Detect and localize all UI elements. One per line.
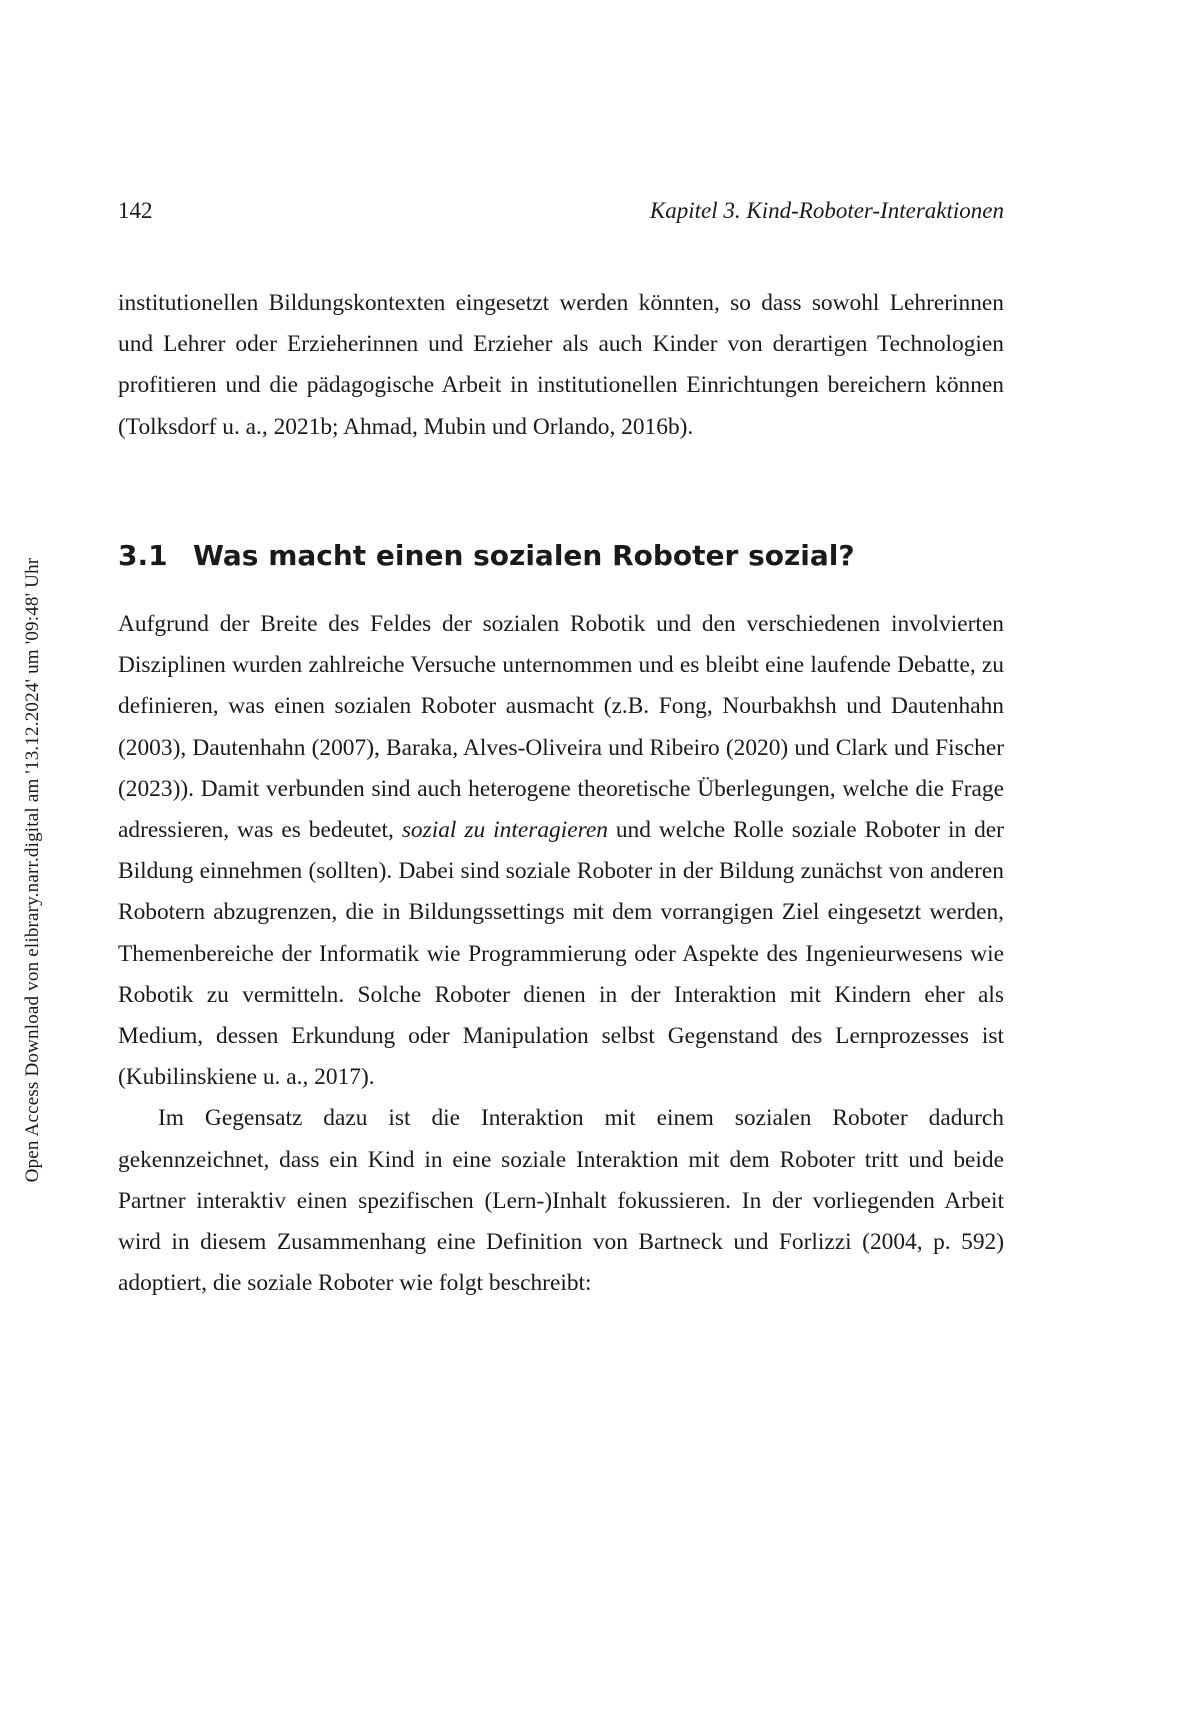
page-number: 142 [118, 198, 153, 223]
paragraph-1-emphasis: sozial zu interagieren [401, 817, 608, 844]
paragraph-1-part-b: und welche Rolle soziale Roboter in der Bildung einnehmen (sollten). Dabei sind soziale Roboter in der Bildung zunächst von anderen Robotern abzugrenzen, die in Bildungssettings mit dem vorrangigen Ziel eingesetzt werden, Themenbereiche der Informatik wie Programmierung oder Aspekte des Ingenieurwesens wie Robotik zu vermitteln. Solche Roboter dienen in der Interaktion mit Kindern eher als Medium, dessen Erkundung oder Manipulation selbst Gegenstand des Lernprozesses ist (Kubilinskiene u. a., 2017). [118, 817, 1004, 1091]
paragraph-1 [118, 604, 1004, 1098]
paragraph-2: Im Gegensatz dazu ist die Interaktion mit einem sozialen Roboter dadurch gekennzeichnet, dass ein Kind in eine soziale Interaktion mit dem Roboter tritt und beide Partner interaktiv einen spezifischen (Lern-)Inhalt fokussieren. In der vorliegenden Arbeit wird in diesem Zusammenhang eine Definition von Bartneck und Forlizzi (2004, p. 592) adoptiert, die soziale Roboter wie folgt beschreibt: [118, 1105, 1004, 1297]
section-heading [118, 536, 1004, 576]
download-watermark: Open Access Download von elibrary.narr.digital am '13.12.2024' um '09:48' Uhr [22, 557, 43, 1183]
chapter-title: Kapitel 3. Kind-Roboter-Interaktionen [649, 198, 1004, 223]
section-number: 3.1 [118, 539, 168, 572]
section-title: Was macht einen sozialen Roboter sozial? [193, 539, 855, 572]
running-header [118, 198, 1004, 230]
intro-text-block [118, 283, 1004, 448]
paragraph-1-part-a: Aufgrund der Breite des Feldes der sozialen Robotik und den verschiedenen involvierten Disziplinen wurden zahlreiche Versuche unternommen und es bleibt eine laufende Debatte, zu definieren, was einen sozialen Roboter ausmacht (z.B. Fong, Nourbakhsh und Dautenhahn (2003), Dautenhahn (2007), Baraka, Alves-Oliveira und Ribeiro (2020) und Clark und Fischer (2023)). Damit verbunden sind auch heterogene theoretische Überlegungen, welche die Frage adressieren, was es bedeutet, [118, 611, 1004, 844]
main-text-block [118, 604, 1004, 1304]
paragraph-intro: institutionellen Bildungskontexten eingesetzt werden könnten, so dass sowohl Lehrerinnen und Lehrer oder Erzieherinnen und Erzieher als auch Kinder von derartigen Technologien profitieren und die pädagogische Arbeit in institutionellen Einrichtungen bereichern können (Tolksdorf u. a., 2021b; Ahmad, Mubin und Orlando, 2016b). [118, 290, 1004, 440]
